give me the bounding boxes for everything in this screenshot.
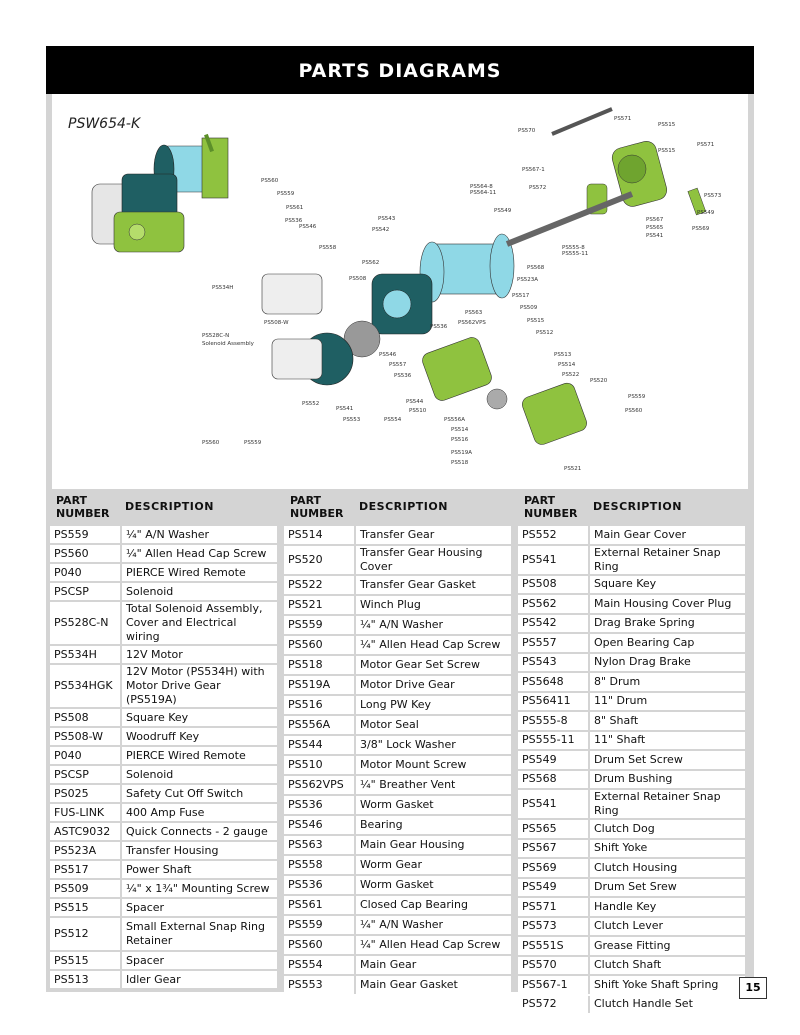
part-number-cell: PS571 xyxy=(518,898,590,916)
section-banner: PARTS DIAGRAMS xyxy=(46,46,754,94)
diagram-label: PS510 xyxy=(409,408,427,414)
table-row xyxy=(284,716,511,734)
part-number-cell: PS549 xyxy=(518,879,590,897)
model-label: PSW654-K xyxy=(68,116,141,132)
diagram-label: PS541 xyxy=(646,233,664,239)
diagram-label: PS560 xyxy=(202,440,220,446)
description-cell: Square Key xyxy=(590,576,745,594)
part-number-cell: PS562 xyxy=(518,595,590,613)
description-cell: ¼" A/N Washer xyxy=(356,616,511,634)
part-number-cell: PS559 xyxy=(50,526,122,543)
table-row xyxy=(284,696,511,714)
part-number-cell: PS519A xyxy=(284,676,356,694)
diagram-label: PS567-1 xyxy=(522,167,545,173)
description-cell: Woodruff Key xyxy=(122,728,277,745)
table-row xyxy=(284,656,511,674)
description-cell: Main Gear Cover xyxy=(590,526,745,544)
exploded-diagram xyxy=(52,94,748,489)
table-row xyxy=(50,545,277,562)
description-cell: PIERCE Wired Remote xyxy=(122,564,277,581)
description-cell: Handle Key xyxy=(590,898,745,916)
description-cell: Clutch Handle Set xyxy=(590,996,745,1014)
assembled-winch-illustration xyxy=(92,134,228,252)
diagram-label: PS512 xyxy=(536,330,554,336)
table-row xyxy=(50,971,277,988)
diagram-label: PS565 xyxy=(646,225,664,231)
diagram-label: PS509 xyxy=(520,305,538,311)
description-cell: Drum Set Screw xyxy=(590,751,745,769)
description-cell: PIERCE Wired Remote xyxy=(122,747,277,764)
diagram-label: PS553 xyxy=(343,417,361,423)
table-row xyxy=(50,564,277,581)
description-cell: Worm Gasket xyxy=(356,876,511,894)
description-cell: Worm Gear xyxy=(356,856,511,874)
part-number-cell: PS546 xyxy=(284,816,356,834)
description-cell: Clutch Housing xyxy=(590,859,745,877)
part-number-header: PART NUMBER xyxy=(56,494,110,520)
table-row xyxy=(284,836,511,854)
part-number-cell: PS56411 xyxy=(518,693,590,711)
description-header: DESCRIPTION xyxy=(359,500,448,513)
table-row xyxy=(50,747,277,764)
part-number-cell: PS534H xyxy=(50,646,122,663)
part-number-cell: PS572 xyxy=(518,996,590,1014)
table-row xyxy=(284,916,511,934)
diagram-artwork xyxy=(52,94,748,489)
description-header: DESCRIPTION xyxy=(125,500,214,513)
part-number-cell: PSCSP xyxy=(50,766,122,783)
table-row xyxy=(518,546,745,574)
part-number-cell: PS559 xyxy=(284,916,356,934)
table-row xyxy=(50,665,277,707)
part-number-header: PART NUMBER xyxy=(524,494,578,520)
diagram-label: PS564-11 xyxy=(470,190,497,196)
diagram-label: PS557 xyxy=(389,362,407,368)
table-row xyxy=(518,615,745,633)
description-cell: Solenoid xyxy=(122,583,277,600)
diagram-label: PS562 xyxy=(362,260,380,266)
description-cell: Winch Plug xyxy=(356,596,511,614)
part-number-cell: P040 xyxy=(50,747,122,764)
table-row xyxy=(284,756,511,774)
diagram-label: PS521 xyxy=(564,466,582,472)
table-row xyxy=(284,856,511,874)
diagram-label: PS546 xyxy=(379,352,397,358)
table-row xyxy=(518,526,745,544)
part-number-cell: PS560 xyxy=(50,545,122,562)
diagram-label: PS515 xyxy=(658,148,676,154)
diagram-label: PS523A xyxy=(517,277,539,283)
description-cell: Main Gear Housing xyxy=(356,836,511,854)
diagram-label: PS544 xyxy=(406,399,424,405)
diagram-label: PS552 xyxy=(302,401,320,407)
diagram-label: PS568 xyxy=(527,265,545,271)
part-number-cell: PS542 xyxy=(518,615,590,633)
description-cell: Motor Drive Gear xyxy=(356,676,511,694)
part-number-cell: PS520 xyxy=(284,546,356,574)
table-row xyxy=(284,526,511,544)
diagram-label: PS562VPS xyxy=(458,320,486,326)
description-cell: Closed Cap Bearing xyxy=(356,896,511,914)
description-cell: 8" Drum xyxy=(590,673,745,691)
description-cell: 400 Amp Fuse xyxy=(122,804,277,821)
diagram-label: PS546 xyxy=(299,224,317,230)
description-cell: Nylon Drag Brake xyxy=(590,654,745,672)
diagram-label: PS508 xyxy=(349,276,367,282)
part-number-cell: FUS-LINK xyxy=(50,804,122,821)
table-row xyxy=(284,956,511,974)
table-row xyxy=(284,796,511,814)
table-row xyxy=(284,876,511,894)
description-cell: Transfer Gear xyxy=(356,526,511,544)
diagram-label: PS555-8 xyxy=(562,245,585,251)
part-number-cell: PS560 xyxy=(284,936,356,954)
part-number-cell: PS508 xyxy=(518,576,590,594)
description-cell: Spacer xyxy=(122,952,277,969)
diagram-label: Solenoid Assembly xyxy=(202,341,254,347)
table-row xyxy=(518,771,745,789)
description-cell: 11" Shaft xyxy=(590,732,745,750)
diagram-label: PS528C-N xyxy=(202,333,230,339)
description-cell: Transfer Gear Gasket xyxy=(356,576,511,594)
diagram-label: PS543 xyxy=(378,216,396,222)
description-cell: 12V Motor xyxy=(122,646,277,663)
part-number-cell: PS510 xyxy=(284,756,356,774)
part-number-cell: PS563 xyxy=(284,836,356,854)
diagram-label: PS513 xyxy=(554,352,572,358)
part-number-cell: PS516 xyxy=(284,696,356,714)
diagram-label: PS534H xyxy=(212,285,234,291)
table-row xyxy=(284,816,511,834)
description-cell: Drum Set Srew xyxy=(590,879,745,897)
column-header xyxy=(284,490,511,524)
part-number-cell: PS553 xyxy=(284,976,356,994)
description-cell: Drag Brake Spring xyxy=(590,615,745,633)
description-cell: Clutch Lever xyxy=(590,918,745,936)
table-row xyxy=(50,952,277,969)
parts-table xyxy=(518,524,745,1015)
part-number-cell: PS508-W xyxy=(50,728,122,745)
description-cell: Main Gear Gasket xyxy=(356,976,511,994)
description-cell: Square Key xyxy=(122,709,277,726)
part-number-cell: PS513 xyxy=(50,971,122,988)
part-number-cell: PS552 xyxy=(518,526,590,544)
diagram-label: PS559 xyxy=(628,394,646,400)
description-cell: Main Housing Cover Plug xyxy=(590,595,745,613)
description-cell: Spacer xyxy=(122,899,277,916)
description-cell: Shift Yoke xyxy=(590,840,745,858)
description-cell: Grease Fitting xyxy=(590,937,745,955)
diagram-label: PS571 xyxy=(697,142,715,148)
description-cell: Total Solenoid Assembly, Cover and Electrical wiring xyxy=(122,602,277,644)
table-row xyxy=(518,595,745,613)
table-row xyxy=(50,899,277,916)
description-cell: Bearing xyxy=(356,816,511,834)
diagram-label: PS536 xyxy=(285,218,303,224)
table-row xyxy=(284,616,511,634)
page-number: 15 xyxy=(739,977,767,999)
description-cell: ¼" Allen Head Cap Screw xyxy=(122,545,277,562)
table-row xyxy=(518,751,745,769)
part-number-cell: PS568 xyxy=(518,771,590,789)
description-cell: Open Bearing Cap xyxy=(590,634,745,652)
part-number-cell: PS528C-N xyxy=(50,602,122,644)
table-row xyxy=(284,896,511,914)
part-number-cell: PS518 xyxy=(284,656,356,674)
diagram-label: PS570 xyxy=(518,128,536,134)
diagram-label: PS519A xyxy=(451,450,473,456)
description-cell: Solenoid xyxy=(122,766,277,783)
part-number-cell: P040 xyxy=(50,564,122,581)
part-number-cell: PS515 xyxy=(50,952,122,969)
table-row xyxy=(50,602,277,644)
diagram-label: PS573 xyxy=(704,193,722,199)
part-number-cell: PS562VPS xyxy=(284,776,356,794)
part-number-cell: PS523A xyxy=(50,842,122,859)
part-number-cell: PS555-11 xyxy=(518,732,590,750)
part-number-cell: PS025 xyxy=(50,785,122,802)
diagram-label: PS560 xyxy=(261,178,279,184)
parts-table xyxy=(284,524,511,996)
part-number-cell: PS509 xyxy=(50,880,122,897)
table-row xyxy=(284,776,511,794)
part-number-cell: PS573 xyxy=(518,918,590,936)
table-row xyxy=(50,526,277,543)
description-cell: Shift Yoke Shaft Spring xyxy=(590,976,745,994)
description-cell: 3/8" Lock Washer xyxy=(356,736,511,754)
table-row xyxy=(284,676,511,694)
description-cell: ¼" Allen Head Cap Screw xyxy=(356,636,511,654)
part-number-cell: PS522 xyxy=(284,576,356,594)
part-number-cell: PS514 xyxy=(284,526,356,544)
table-row xyxy=(518,673,745,691)
table-row xyxy=(518,654,745,672)
part-number-cell: PS560 xyxy=(284,636,356,654)
diagram-label: PS522 xyxy=(562,372,580,378)
description-cell: 11" Drum xyxy=(590,693,745,711)
part-number-cell: PS543 xyxy=(518,654,590,672)
description-cell: External Retainer Snap Ring xyxy=(590,790,745,818)
table-row xyxy=(50,823,277,840)
table-row xyxy=(50,583,277,600)
description-cell: Motor Gear Set Screw xyxy=(356,656,511,674)
part-number-cell: PS556A xyxy=(284,716,356,734)
table-row xyxy=(284,936,511,954)
part-number-cell: PS5648 xyxy=(518,673,590,691)
part-number-cell: PS536 xyxy=(284,876,356,894)
diagram-label: PS559 xyxy=(244,440,262,446)
parts-table xyxy=(50,524,277,990)
part-number-cell: PSCSP xyxy=(50,583,122,600)
table-row xyxy=(518,918,745,936)
description-cell: External Retainer Snap Ring xyxy=(590,546,745,574)
description-cell: Motor Mount Screw xyxy=(356,756,511,774)
table-row xyxy=(518,937,745,955)
description-cell: ¼" A/N Washer xyxy=(356,916,511,934)
table-row xyxy=(518,840,745,858)
part-number-cell: ASTC9032 xyxy=(50,823,122,840)
diagram-label: PS536 xyxy=(394,373,412,379)
diagram-label: PS567 xyxy=(646,217,664,223)
description-cell: Long PW Key xyxy=(356,696,511,714)
table-row xyxy=(284,596,511,614)
table-row xyxy=(518,879,745,897)
part-number-cell: PS536 xyxy=(284,796,356,814)
parts-column-2 xyxy=(284,490,511,996)
diagram-label: PS554 xyxy=(384,417,402,423)
table-row xyxy=(518,634,745,652)
description-cell: Quick Connects - 2 gauge xyxy=(122,823,277,840)
part-number-cell: PS559 xyxy=(284,616,356,634)
table-row xyxy=(284,636,511,654)
part-number-cell: PS554 xyxy=(284,956,356,974)
table-row xyxy=(50,709,277,726)
diagram-label: PS514 xyxy=(558,362,576,368)
table-row xyxy=(518,693,745,711)
diagram-label: PS572 xyxy=(529,185,547,191)
table-row xyxy=(518,712,745,730)
table-row xyxy=(518,957,745,975)
description-cell: ¼" Breather Vent xyxy=(356,776,511,794)
table-row xyxy=(518,576,745,594)
part-number-cell: PS561 xyxy=(284,896,356,914)
table-row xyxy=(50,842,277,859)
part-number-cell: PS544 xyxy=(284,736,356,754)
part-number-cell: PS512 xyxy=(50,918,122,950)
description-cell: 8" Shaft xyxy=(590,712,745,730)
diagram-label: PS518 xyxy=(451,460,469,466)
table-row xyxy=(518,898,745,916)
table-row xyxy=(50,766,277,783)
table-row xyxy=(50,861,277,878)
part-number-cell: PS534HGK xyxy=(50,665,122,707)
table-row xyxy=(50,785,277,802)
diagram-label: PS558 xyxy=(319,245,337,251)
diagram-label: PS559 xyxy=(277,191,295,197)
description-cell: Transfer Gear Housing Cover xyxy=(356,546,511,574)
diagram-label: PS549 xyxy=(697,210,715,216)
description-cell: Clutch Dog xyxy=(590,820,745,838)
part-number-header: PART NUMBER xyxy=(290,494,344,520)
table-row xyxy=(284,576,511,594)
part-number-cell: PS551S xyxy=(518,937,590,955)
description-header: DESCRIPTION xyxy=(593,500,682,513)
part-number-cell: PS521 xyxy=(284,596,356,614)
description-cell: Safety Cut Off Switch xyxy=(122,785,277,802)
table-row xyxy=(50,804,277,821)
table-row xyxy=(50,918,277,950)
diagram-label: PS515 xyxy=(658,122,676,128)
table-row xyxy=(518,996,745,1014)
description-cell: Drum Bushing xyxy=(590,771,745,789)
description-cell: ¼" A/N Washer xyxy=(122,526,277,543)
diagram-label: PS556A xyxy=(444,417,466,423)
description-cell: Motor Seal xyxy=(356,716,511,734)
diagram-label: PS542 xyxy=(372,227,390,233)
diagram-label: PS536 xyxy=(430,324,448,330)
diagram-label: PS549 xyxy=(494,208,512,214)
part-number-cell: PS515 xyxy=(50,899,122,916)
part-number-cell: PS517 xyxy=(50,861,122,878)
diagram-label: PS569 xyxy=(692,226,710,232)
description-cell: Transfer Housing xyxy=(122,842,277,859)
diagram-label: PS517 xyxy=(512,293,530,299)
part-number-cell: PS549 xyxy=(518,751,590,769)
table-row xyxy=(284,976,511,994)
part-number-cell: PS558 xyxy=(284,856,356,874)
diagram-label: PS571 xyxy=(614,116,632,122)
description-cell: Small External Snap Ring Retainer xyxy=(122,918,277,950)
description-cell: Worm Gasket xyxy=(356,796,511,814)
diagram-label: PS508-W xyxy=(264,320,289,326)
diagram-label: PS514 xyxy=(451,427,469,433)
description-cell: 12V Motor (PS534H) with Motor Drive Gear (PS519A) xyxy=(122,665,277,707)
description-cell: Main Gear xyxy=(356,956,511,974)
description-cell: ¼" x 1¾" Mounting Screw xyxy=(122,880,277,897)
clutch-housing-illustration xyxy=(552,109,706,215)
description-cell: Clutch Shaft xyxy=(590,957,745,975)
table-row xyxy=(518,820,745,838)
table-row xyxy=(284,736,511,754)
diagram-label: PS520 xyxy=(590,378,608,384)
part-number-cell: PS508 xyxy=(50,709,122,726)
description-cell: Idler Gear xyxy=(122,971,277,988)
table-row xyxy=(50,646,277,663)
part-number-cell: PS555-8 xyxy=(518,712,590,730)
column-header xyxy=(50,490,277,524)
table-row xyxy=(518,732,745,750)
diagram-label: PS515 xyxy=(527,318,545,324)
part-number-cell: PS541 xyxy=(518,790,590,818)
part-number-cell: PS567 xyxy=(518,840,590,858)
diagram-label: PS560 xyxy=(625,408,643,414)
table-row xyxy=(284,546,511,574)
description-cell: Power Shaft xyxy=(122,861,277,878)
diagram-label: PS541 xyxy=(336,406,354,412)
diagram-label: PS555-11 xyxy=(562,251,589,257)
diagram-label: PS563 xyxy=(465,310,483,316)
table-row xyxy=(50,880,277,897)
table-row xyxy=(518,976,745,994)
part-number-cell: PS565 xyxy=(518,820,590,838)
parts-column-3 xyxy=(518,490,745,1015)
parts-column-1 xyxy=(50,490,277,990)
table-row xyxy=(50,728,277,745)
part-number-cell: PS567-1 xyxy=(518,976,590,994)
part-number-cell: PS570 xyxy=(518,957,590,975)
column-header xyxy=(518,490,745,524)
table-row xyxy=(518,790,745,818)
diagram-label: PS516 xyxy=(451,437,469,443)
part-number-cell: PS557 xyxy=(518,634,590,652)
table-row xyxy=(518,859,745,877)
motor-illustration xyxy=(262,274,322,379)
part-number-cell: PS541 xyxy=(518,546,590,574)
description-cell: ¼" Allen Head Cap Screw xyxy=(356,936,511,954)
diagram-label: PS561 xyxy=(286,205,304,211)
diagram-label: PS564-8 xyxy=(470,184,493,190)
part-number-cell: PS569 xyxy=(518,859,590,877)
